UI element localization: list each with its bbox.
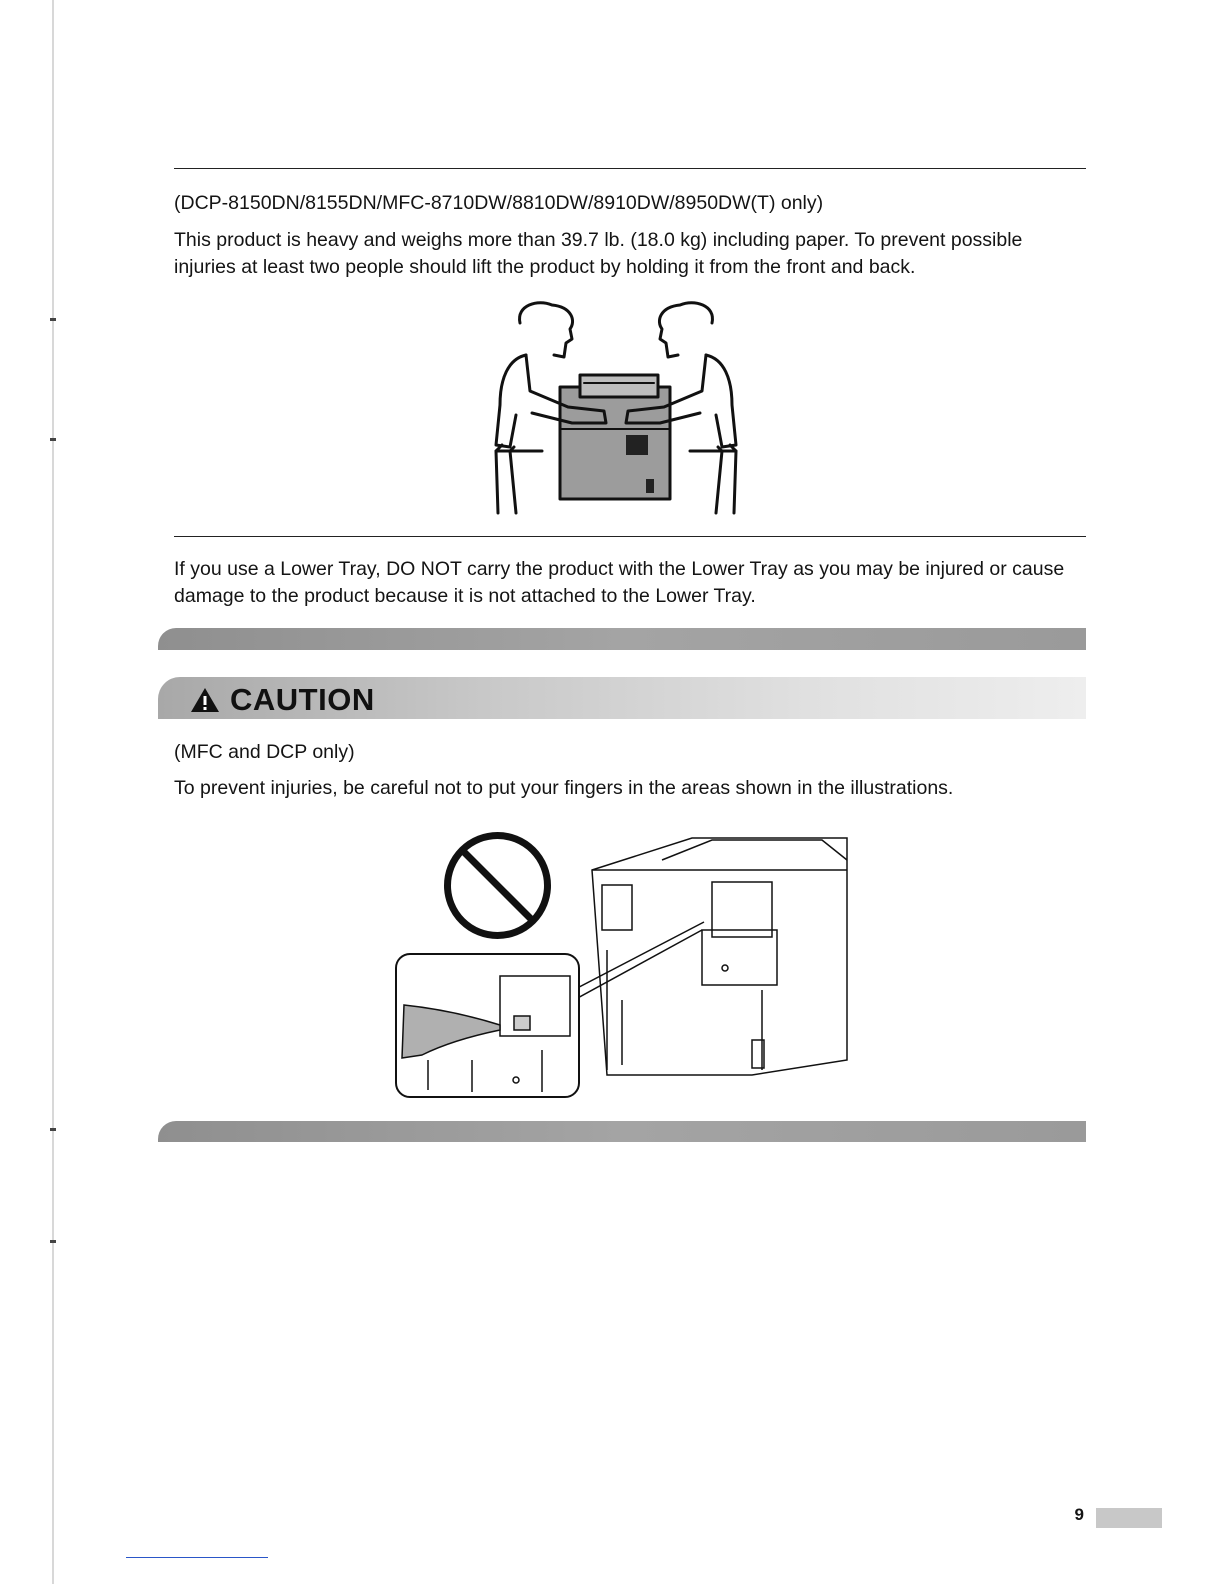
- page-binding-edge: [52, 0, 54, 1584]
- warning-triangle-icon: [190, 686, 220, 714]
- finger-pinch-caution: To prevent injuries, be careful not to put your fingers in the areas shown in the illustrations.: [174, 777, 954, 799]
- section-divider-bar: [158, 1121, 1086, 1142]
- caution-header: [190, 682, 375, 718]
- binding-mark: [50, 438, 56, 441]
- page-number: 9: [1074, 1505, 1084, 1524]
- binding-mark: [50, 1128, 56, 1131]
- binding-mark: [50, 1240, 56, 1243]
- page-tab-marker: [1096, 1508, 1162, 1528]
- heavy-product-warning: This product is heavy and weighs more than 39.7 lb. (18.0 kg) including paper. To prevent possible injuries at least two people should lift the product by holding it from the front and back.: [174, 229, 1023, 278]
- model-applicability-note: (DCP-8150DN/8155DN/MFC-8710DW/8810DW/8910DW/8950DW(T) only): [174, 192, 824, 214]
- section-top-rule: [174, 168, 1086, 169]
- caution-applicability-note: (MFC and DCP only): [174, 741, 355, 763]
- section-divider-bar: [158, 628, 1086, 650]
- printer-back-pinch-illustration: [392, 830, 852, 1100]
- caution-label: CAUTION: [230, 682, 375, 717]
- footnote-rule: [126, 1557, 268, 1558]
- section-bottom-rule: [174, 536, 1086, 537]
- lower-tray-warning: If you use a Lower Tray, DO NOT carry the product with the Lower Tray as you may be injured or cause damage to the product because it is not attached to the Lower Tray.: [174, 558, 1065, 607]
- binding-mark: [50, 318, 56, 321]
- two-people-lifting-illustration: [480, 295, 750, 520]
